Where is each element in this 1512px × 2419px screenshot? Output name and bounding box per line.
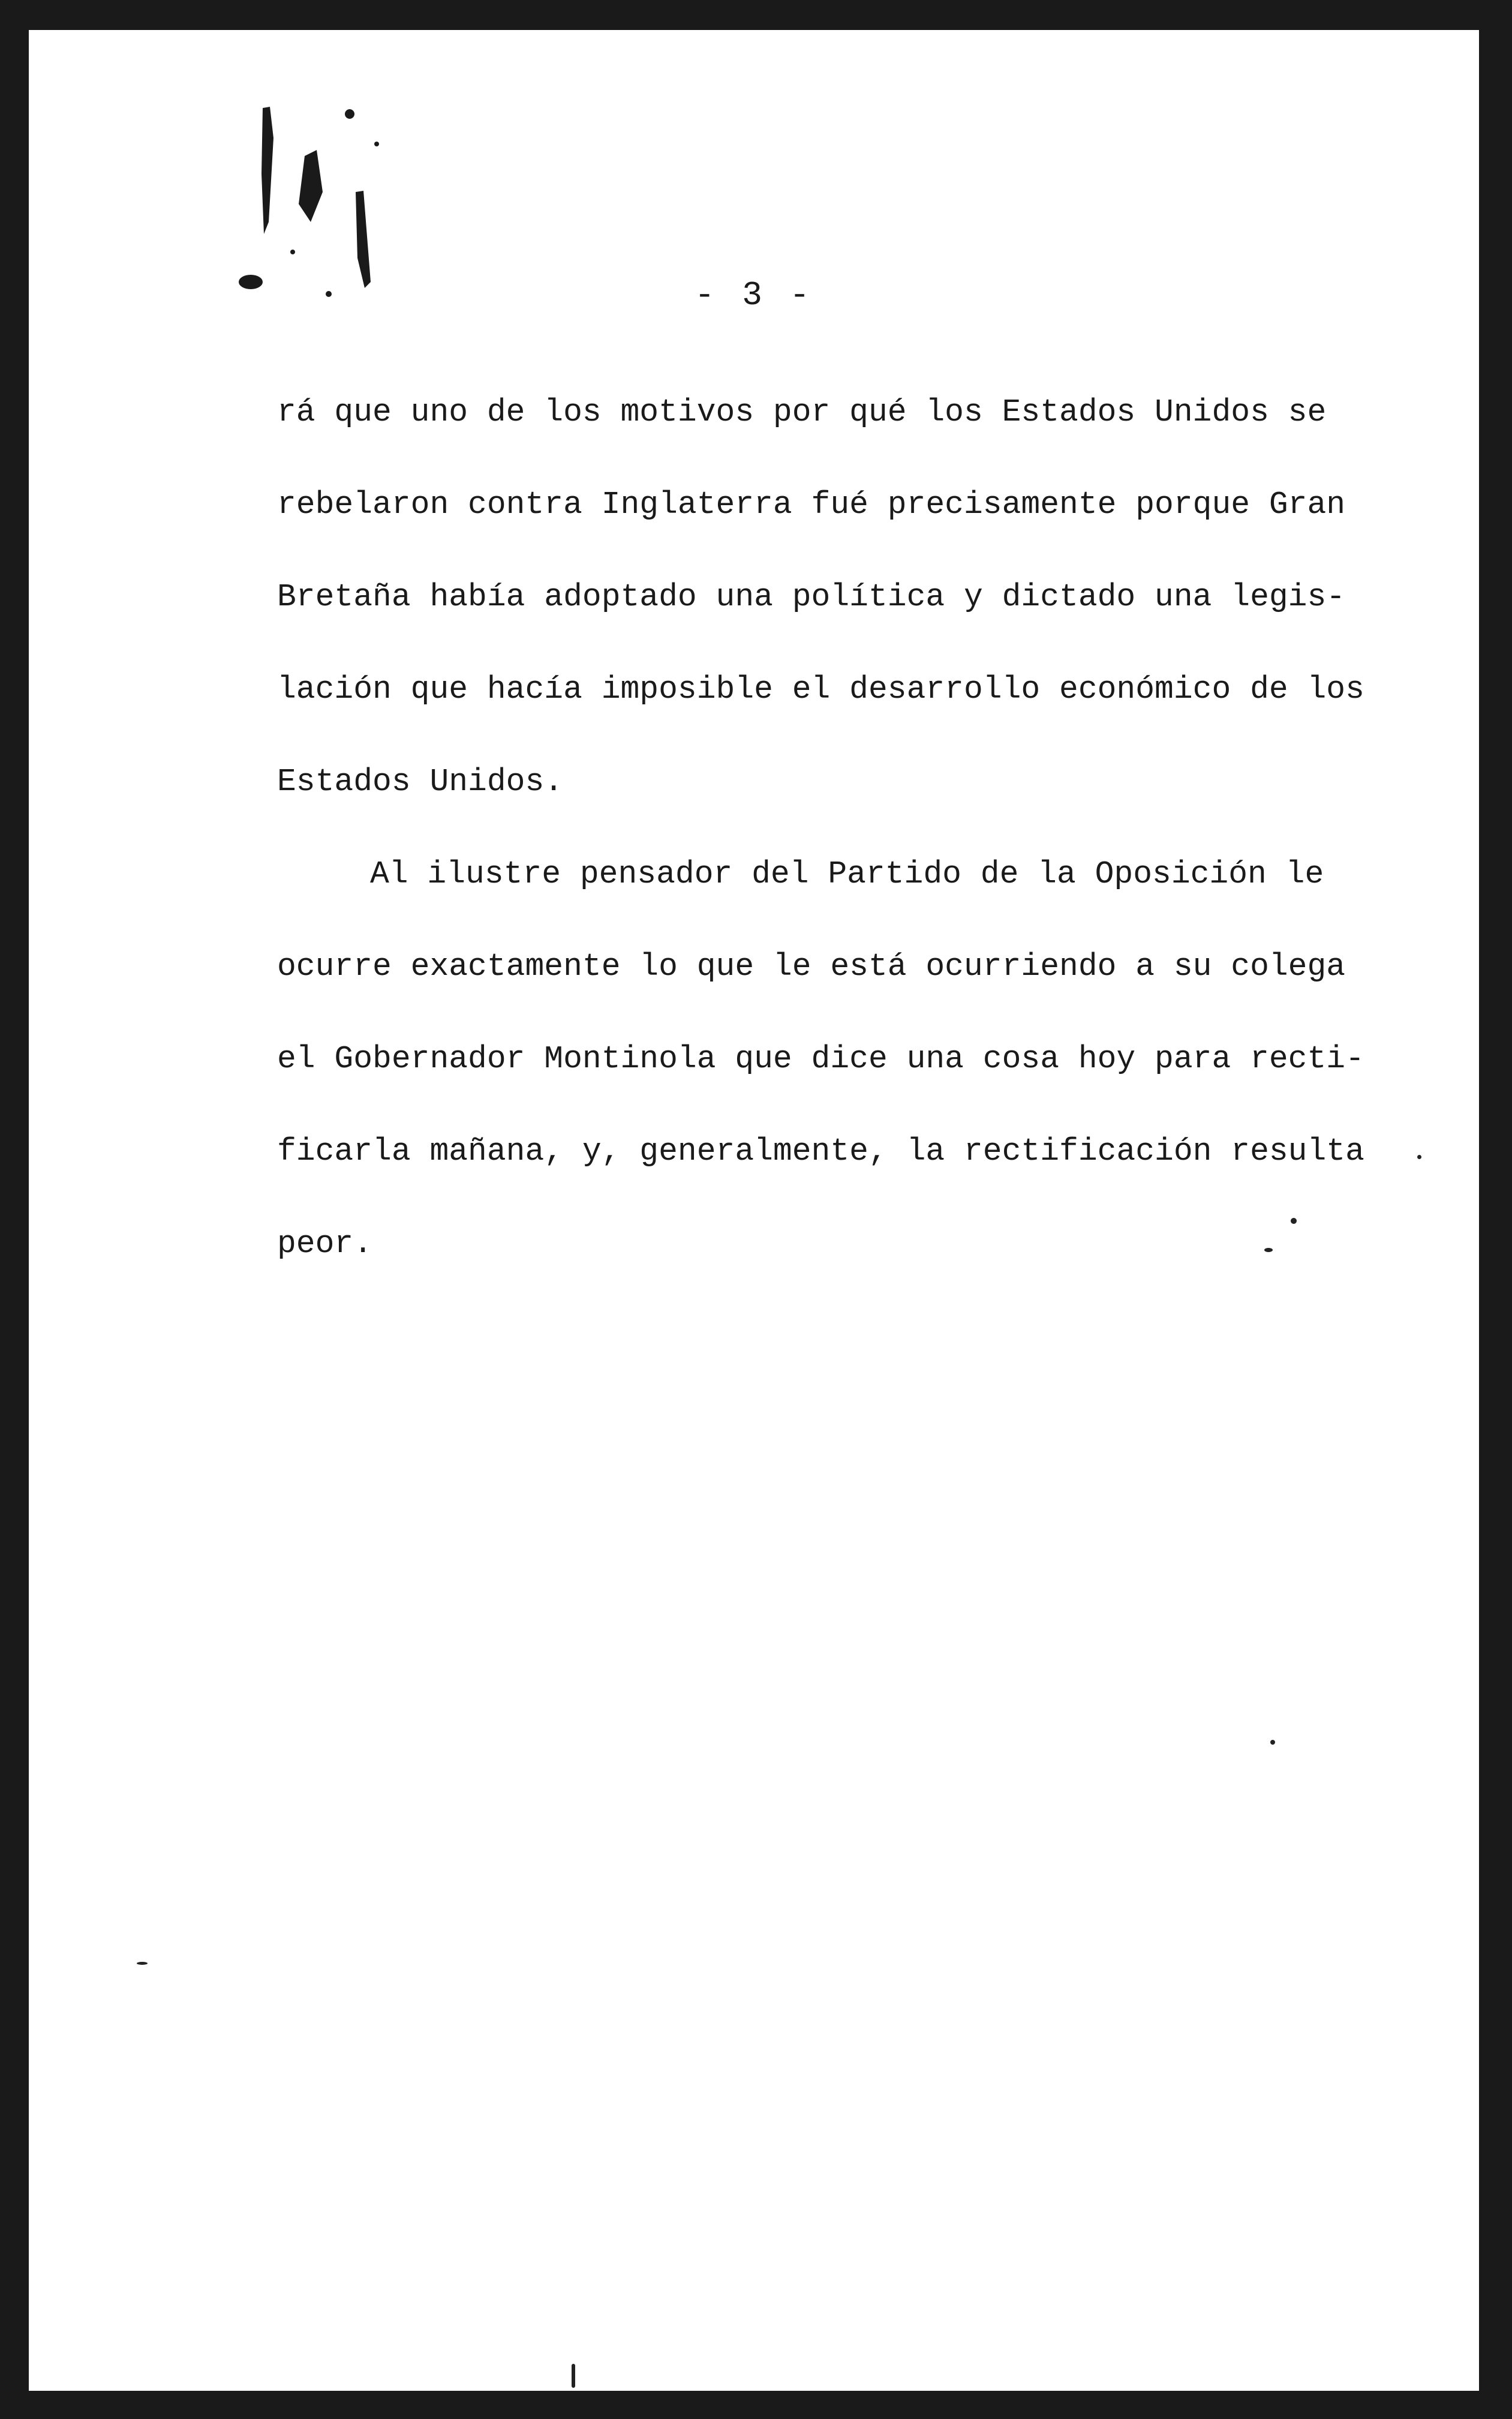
- text-line: Al ilustre pensador del Partido de la Oposición le: [370, 856, 1324, 892]
- dust-speck: [572, 2364, 575, 2388]
- typed-page: [29, 30, 1479, 2391]
- text-line: ocurre exactamente lo que le está ocurriendo a su colega: [277, 949, 1346, 985]
- body-text: [277, 366, 1375, 1290]
- page-number: - 3 -: [694, 276, 814, 314]
- text-line: peor.: [277, 1226, 373, 1262]
- text-line: rebelaron contra Inglaterra fué precisamente porque Gran: [277, 487, 1346, 523]
- text-line: Estados Unidos.: [277, 764, 564, 800]
- dust-speck: [1264, 1248, 1273, 1252]
- dust-speck: [1291, 1218, 1297, 1224]
- text-line: lación que hacía imposible el desarrollo económico de los: [277, 671, 1364, 707]
- text-line: rá que uno de los motivos por qué los Estados Unidos se: [277, 394, 1327, 430]
- text-line: el Gobernador Montinola que dice una cosa hoy para recti-: [277, 1041, 1364, 1077]
- text-line: Bretaña había adoptado una política y dictado una legis-: [277, 579, 1346, 615]
- text-line: ficarla mañana, y, generalmente, la rectificación resulta: [277, 1133, 1364, 1169]
- dust-speck: [137, 1962, 148, 1965]
- dust-speck: [1417, 1155, 1421, 1159]
- dust-speck: [1270, 1740, 1275, 1745]
